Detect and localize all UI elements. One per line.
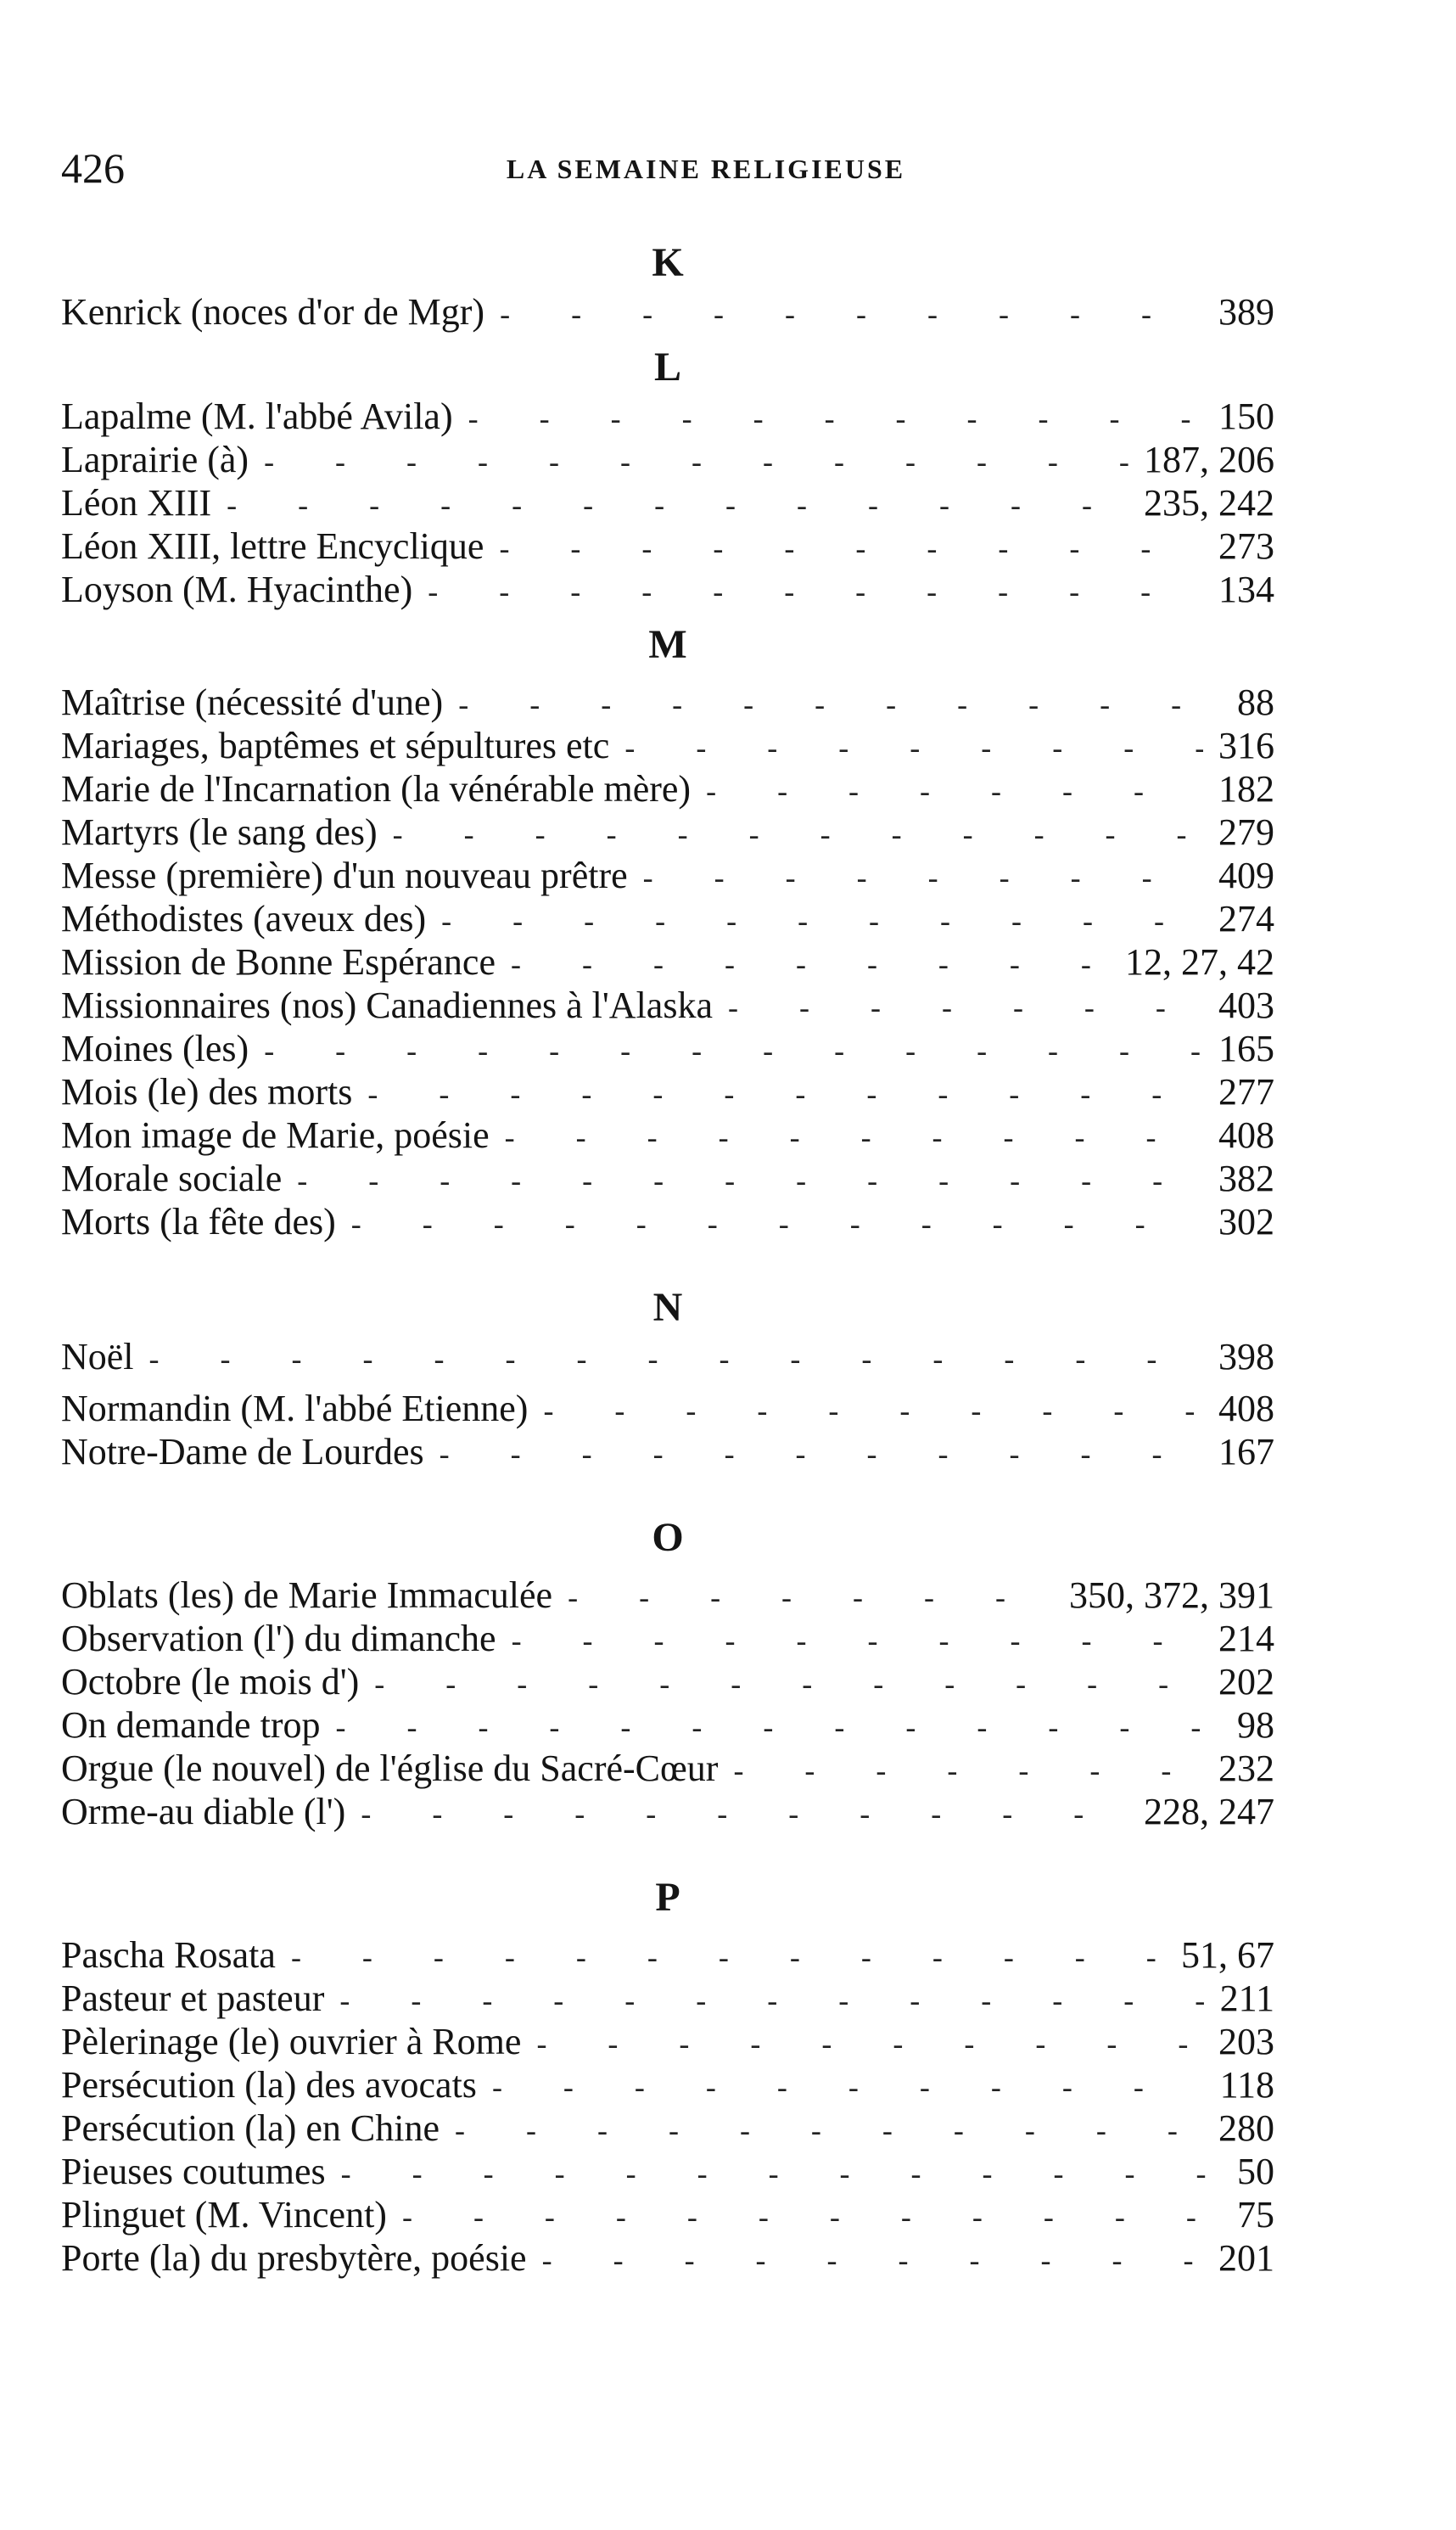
page-number: 426 xyxy=(61,144,125,192)
dot-leader xyxy=(367,1070,1203,1116)
index-entry xyxy=(61,2106,1274,2150)
entry-pages: 51, 67 xyxy=(1181,1934,1274,1976)
dot-leader xyxy=(728,984,1203,1029)
entry-label: Plinguet (M. Vincent) xyxy=(61,2194,387,2235)
entry-pages: 403 xyxy=(1218,985,1274,1026)
entry-label: Mon image de Marie, poésie xyxy=(61,1114,490,1156)
dot-leader xyxy=(458,681,1222,726)
dot-leader xyxy=(441,897,1203,943)
index-entry xyxy=(61,1574,1274,1617)
entry-pages: 214 xyxy=(1218,1618,1274,1659)
entry-pages: 12, 27, 42 xyxy=(1125,941,1274,983)
index-entry xyxy=(61,568,1274,611)
entry-label: Notre-Dame de Lourdes xyxy=(61,1431,424,1473)
entry-pages: 150 xyxy=(1218,395,1274,437)
dot-leader xyxy=(428,568,1203,614)
index-entry xyxy=(61,1157,1274,1200)
index-entry xyxy=(61,724,1274,767)
entry-label: Maîtrise (nécessité d'une) xyxy=(61,682,444,723)
dot-leader xyxy=(511,940,1110,986)
entry-label: Léon XIII xyxy=(61,482,212,524)
index-entry xyxy=(61,1747,1274,1790)
dot-leader xyxy=(149,1335,1203,1381)
entry-pages: 98 xyxy=(1237,1704,1274,1746)
entry-pages: 382 xyxy=(1218,1158,1274,1199)
entry-pages: 201 xyxy=(1218,2237,1274,2279)
entry-pages: 389 xyxy=(1218,291,1274,333)
index-entry xyxy=(61,767,1274,811)
index-entry xyxy=(61,1387,1274,1430)
index-entries xyxy=(61,229,1274,2280)
entry-pages: 75 xyxy=(1237,2194,1274,2235)
entry-label: Pascha Rosata xyxy=(61,1934,276,1976)
entry-pages: 350, 372, 391 xyxy=(1069,1574,1274,1616)
dot-leader xyxy=(500,290,1203,336)
dot-leader xyxy=(568,1574,1054,1619)
entry-pages: 228, 247 xyxy=(1144,1791,1274,1832)
index-entry xyxy=(61,2193,1274,2236)
dot-leader xyxy=(733,1747,1203,1792)
entry-label: Loyson (M. Hyacinthe) xyxy=(61,569,413,610)
dot-leader xyxy=(361,1790,1128,1836)
dot-leader xyxy=(492,2063,1205,2109)
entry-pages: 274 xyxy=(1218,898,1274,940)
index-entry xyxy=(61,1790,1274,1833)
index-entry xyxy=(61,1070,1274,1114)
entry-pages: 232 xyxy=(1218,1747,1274,1789)
entry-label: Laprairie (à) xyxy=(61,439,249,480)
index-entry xyxy=(61,984,1274,1027)
index-section-p xyxy=(61,1864,1274,2280)
index-entry xyxy=(61,1977,1274,2020)
entry-pages: 279 xyxy=(1218,811,1274,853)
index-entry xyxy=(61,2020,1274,2063)
index-entry xyxy=(61,1660,1274,1703)
dot-leader xyxy=(297,1157,1203,1203)
entry-pages: 50 xyxy=(1237,2151,1274,2192)
entry-label: Persécution (la) en Chine xyxy=(61,2107,440,2149)
entry-pages: 409 xyxy=(1218,855,1274,896)
entry-pages: 187, 206 xyxy=(1144,439,1274,480)
dot-leader xyxy=(227,481,1128,527)
entry-label: Pèlerinage (le) ouvrier à Rome xyxy=(61,2021,522,2062)
entry-pages: 118 xyxy=(1219,2064,1274,2106)
dot-leader xyxy=(351,1200,1203,1246)
dot-leader xyxy=(542,2236,1203,2282)
entry-label: Missionnaires (nos) Canadiennes à l'Alaska xyxy=(61,985,713,1026)
entry-label: Persécution (la) des avocats xyxy=(61,2064,477,2106)
index-entry xyxy=(61,1200,1274,1243)
dot-leader xyxy=(264,1027,1203,1073)
index-section-l xyxy=(61,334,1274,611)
entry-label: Mois (le) des morts xyxy=(61,1071,353,1113)
index-section-m xyxy=(61,611,1274,1243)
entry-label: Pasteur et pasteur xyxy=(61,1977,325,2019)
index-entry xyxy=(61,481,1274,525)
index-entry xyxy=(61,2150,1274,2193)
entry-pages: 202 xyxy=(1218,1661,1274,1703)
entry-pages: 235, 242 xyxy=(1144,482,1274,524)
dot-leader xyxy=(455,2106,1203,2152)
entry-label: Porte (la) du presbytère, poésie xyxy=(61,2237,527,2279)
entry-label: Lapalme (M. l'abbé Avila) xyxy=(61,395,453,437)
dot-leader xyxy=(264,438,1128,484)
index-entry xyxy=(61,1114,1274,1157)
index-entry xyxy=(61,1027,1274,1070)
index-entry xyxy=(61,854,1274,897)
dot-leader xyxy=(505,1114,1203,1159)
index-entry xyxy=(61,1703,1274,1747)
entry-label: Morts (la fête des) xyxy=(61,1201,336,1243)
entry-pages: 277 xyxy=(1218,1071,1274,1113)
entry-pages: 408 xyxy=(1218,1114,1274,1156)
dot-leader xyxy=(440,1430,1203,1476)
dot-leader xyxy=(402,2193,1222,2239)
index-entry xyxy=(61,2063,1274,2106)
section-letter: K xyxy=(652,240,684,285)
dot-leader xyxy=(339,1977,1204,2022)
section-letter: M xyxy=(648,622,687,667)
entry-pages: 88 xyxy=(1237,682,1274,723)
index-section-o xyxy=(61,1504,1274,1833)
entry-label: Mission de Bonne Espérance xyxy=(61,941,496,983)
entry-pages: 182 xyxy=(1218,768,1274,810)
section-letter: P xyxy=(655,1875,680,1920)
entry-label: Pieuses coutumes xyxy=(61,2151,326,2192)
dot-leader xyxy=(706,767,1203,813)
dot-leader xyxy=(624,724,1203,770)
dot-leader xyxy=(335,1703,1222,1749)
dot-leader xyxy=(393,811,1203,856)
section-letter: O xyxy=(652,1515,684,1560)
index-entry xyxy=(61,681,1274,724)
index-section-n xyxy=(61,1274,1274,1473)
dot-leader xyxy=(341,2150,1222,2196)
entry-pages: 408 xyxy=(1218,1388,1274,1429)
index-entry xyxy=(61,1335,1274,1378)
dot-leader xyxy=(643,854,1203,900)
entry-pages: 316 xyxy=(1218,725,1274,766)
entry-pages: 280 xyxy=(1218,2107,1274,2149)
dot-leader xyxy=(512,1617,1203,1663)
index-section-k xyxy=(61,229,1274,334)
dot-leader xyxy=(291,1933,1166,1979)
index-entry xyxy=(61,811,1274,854)
entry-pages: 398 xyxy=(1218,1336,1274,1377)
entry-pages: 134 xyxy=(1218,569,1274,610)
index-entry xyxy=(61,1617,1274,1660)
entry-label: Messe (première) d'un nouveau prêtre xyxy=(61,855,628,896)
index-entry xyxy=(61,395,1274,438)
entry-label: Mariages, baptêmes et sépultures etc xyxy=(61,725,610,766)
entry-pages: 203 xyxy=(1218,2021,1274,2062)
entry-label: Méthodistes (aveux des) xyxy=(61,898,427,940)
entry-pages: 165 xyxy=(1218,1028,1274,1069)
entry-label: Orgue (le nouvel) de l'église du Sacré-Cœur xyxy=(61,1747,719,1789)
entry-label: Octobre (le mois d') xyxy=(61,1661,360,1703)
entry-label: Morale sociale xyxy=(61,1158,283,1199)
dot-leader xyxy=(468,395,1203,440)
index-entry xyxy=(61,2236,1274,2280)
entry-label: Orme-au diable (l') xyxy=(61,1791,346,1832)
index-entry xyxy=(61,897,1274,940)
entry-label: Noël xyxy=(61,1336,134,1377)
index-entry xyxy=(61,290,1274,334)
section-letter: N xyxy=(652,1285,683,1330)
index-entry xyxy=(61,438,1274,481)
entry-label: Kenrick (noces d'or de Mgr) xyxy=(61,291,485,333)
entry-label: Oblats (les) de Marie Immaculée xyxy=(61,1574,553,1616)
section-letter: L xyxy=(653,345,681,390)
entry-label: Moines (les) xyxy=(61,1028,249,1069)
dot-leader xyxy=(499,525,1203,570)
dot-leader xyxy=(536,2020,1203,2066)
entry-pages: 167 xyxy=(1218,1431,1274,1473)
entry-pages: 302 xyxy=(1218,1201,1274,1243)
entry-label: Normandin (M. l'abbé Etienne) xyxy=(61,1388,529,1429)
entry-label: On demande trop xyxy=(61,1704,321,1746)
index-entry xyxy=(61,525,1274,568)
index-entry xyxy=(61,1933,1274,1977)
entry-pages: 211 xyxy=(1219,1977,1274,2019)
entry-pages: 273 xyxy=(1218,525,1274,567)
dot-leader xyxy=(374,1660,1203,1706)
page-header xyxy=(61,143,1351,194)
index-entry xyxy=(61,1430,1274,1473)
dot-leader xyxy=(543,1387,1203,1433)
entry-label: Marie de l'Incarnation (la vénérable mère) xyxy=(61,768,692,810)
index-entry xyxy=(61,940,1274,984)
entry-label: Observation (l') du dimanche xyxy=(61,1618,496,1659)
entry-label: Martyrs (le sang des) xyxy=(61,811,378,853)
entry-label: Léon XIII, lettre Encyclique xyxy=(61,525,484,567)
running-title: LA SEMAINE RELIGIEUSE xyxy=(506,154,906,184)
